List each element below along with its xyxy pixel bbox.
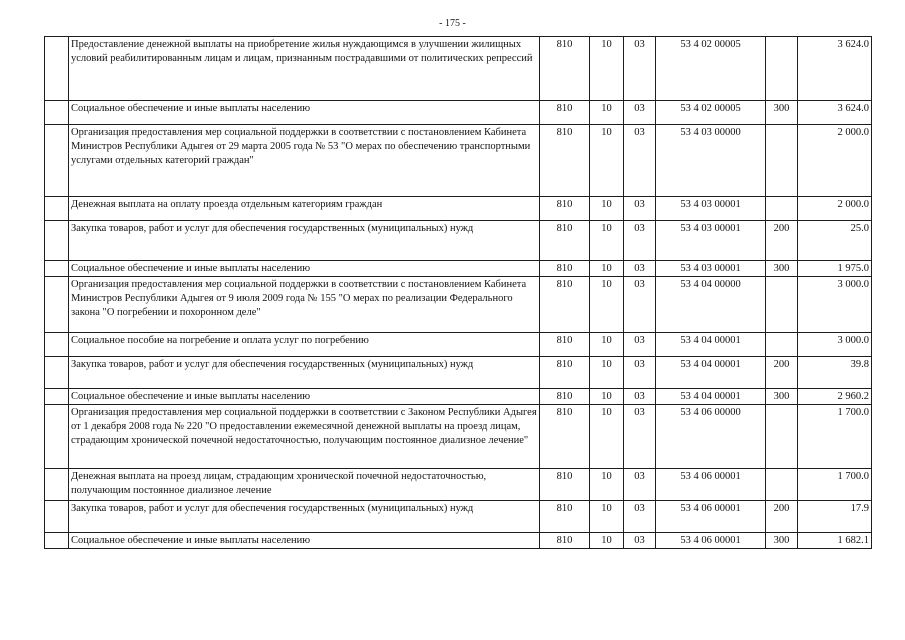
page-number: - 175 - xyxy=(439,18,466,29)
row-name-cell: Денежная выплата на проезд лицам, страдающим хронической почечной недостаточностью, получающим постоянное диализное лечение xyxy=(69,469,540,501)
section-code-cell: 10 xyxy=(590,533,624,549)
target-article-cell: 53 4 06 00001 xyxy=(656,533,766,549)
section-code-cell: 10 xyxy=(590,101,624,125)
ministry-code-cell: 810 xyxy=(540,533,590,549)
budget-table xyxy=(44,36,872,549)
row-name-cell: Социальное обеспечение и иные выплаты населению xyxy=(69,389,540,405)
row-number-cell xyxy=(45,333,69,357)
row-number-cell xyxy=(45,261,69,277)
row-number-cell xyxy=(45,389,69,405)
ministry-code-cell: 810 xyxy=(540,261,590,277)
target-article-cell: 53 4 03 00000 xyxy=(656,125,766,197)
expense-type-cell: 200 xyxy=(766,501,798,533)
amount-cell: 3 624.0 xyxy=(798,37,872,101)
section-code-cell: 10 xyxy=(590,405,624,469)
row-number-cell xyxy=(45,125,69,197)
table-row xyxy=(45,533,872,549)
table-row xyxy=(45,333,872,357)
target-article-cell: 53 4 06 00001 xyxy=(656,501,766,533)
table-row xyxy=(45,197,872,221)
row-name-cell: Социальное пособие на погребение и оплата услуг по погребению xyxy=(69,333,540,357)
target-article-cell: 53 4 02 00005 xyxy=(656,37,766,101)
expense-type-cell: 300 xyxy=(766,533,798,549)
table-row xyxy=(45,101,872,125)
expense-type-cell xyxy=(766,469,798,501)
ministry-code-cell: 810 xyxy=(540,333,590,357)
table-row xyxy=(45,37,872,101)
table-row xyxy=(45,389,872,405)
subsection-code-cell: 03 xyxy=(624,221,656,261)
expense-type-cell: 300 xyxy=(766,101,798,125)
subsection-code-cell: 03 xyxy=(624,261,656,277)
section-code-cell: 10 xyxy=(590,125,624,197)
amount-cell: 17.9 xyxy=(798,501,872,533)
expense-type-cell xyxy=(766,277,798,333)
amount-cell: 2 000.0 xyxy=(798,197,872,221)
ministry-code-cell: 810 xyxy=(540,469,590,501)
table-row xyxy=(45,277,872,333)
subsection-code-cell: 03 xyxy=(624,197,656,221)
expense-type-cell: 300 xyxy=(766,261,798,277)
table-row xyxy=(45,261,872,277)
subsection-code-cell: 03 xyxy=(624,125,656,197)
target-article-cell: 53 4 03 00001 xyxy=(656,221,766,261)
target-article-cell: 53 4 04 00000 xyxy=(656,277,766,333)
row-number-cell xyxy=(45,277,69,333)
section-code-cell: 10 xyxy=(590,501,624,533)
expense-type-cell: 300 xyxy=(766,389,798,405)
section-code-cell: 10 xyxy=(590,37,624,101)
expense-type-cell xyxy=(766,405,798,469)
subsection-code-cell: 03 xyxy=(624,101,656,125)
table-row xyxy=(45,405,872,469)
amount-cell: 2 000.0 xyxy=(798,125,872,197)
row-number-cell xyxy=(45,221,69,261)
section-code-cell: 10 xyxy=(590,261,624,277)
expense-type-cell: 200 xyxy=(766,357,798,389)
table-row xyxy=(45,469,872,501)
subsection-code-cell: 03 xyxy=(624,277,656,333)
target-article-cell: 53 4 04 00001 xyxy=(656,389,766,405)
row-number-cell xyxy=(45,357,69,389)
row-name-cell: Закупка товаров, работ и услуг для обеспечения государственных (муниципальных) нужд xyxy=(69,357,540,389)
target-article-cell: 53 4 06 00001 xyxy=(656,469,766,501)
subsection-code-cell: 03 xyxy=(624,405,656,469)
table-row xyxy=(45,357,872,389)
row-name-cell: Закупка товаров, работ и услуг для обеспечения государственных (муниципальных) нужд xyxy=(69,501,540,533)
ministry-code-cell: 810 xyxy=(540,37,590,101)
section-code-cell: 10 xyxy=(590,277,624,333)
ministry-code-cell: 810 xyxy=(540,501,590,533)
expense-type-cell xyxy=(766,333,798,357)
amount-cell: 1 700.0 xyxy=(798,469,872,501)
amount-cell: 39.8 xyxy=(798,357,872,389)
table-row xyxy=(45,125,872,197)
ministry-code-cell: 810 xyxy=(540,125,590,197)
subsection-code-cell: 03 xyxy=(624,533,656,549)
ministry-code-cell: 810 xyxy=(540,405,590,469)
subsection-code-cell: 03 xyxy=(624,357,656,389)
row-number-cell xyxy=(45,405,69,469)
target-article-cell: 53 4 04 00001 xyxy=(656,357,766,389)
section-code-cell: 10 xyxy=(590,221,624,261)
table-row xyxy=(45,221,872,261)
amount-cell: 1 700.0 xyxy=(798,405,872,469)
amount-cell: 2 960.2 xyxy=(798,389,872,405)
subsection-code-cell: 03 xyxy=(624,469,656,501)
row-name-cell: Денежная выплата на оплату проезда отдельным категориям граждан xyxy=(69,197,540,221)
row-name-cell: Социальное обеспечение и иные выплаты населению xyxy=(69,261,540,277)
amount-cell: 1 975.0 xyxy=(798,261,872,277)
row-number-cell xyxy=(45,101,69,125)
amount-cell: 3 000.0 xyxy=(798,333,872,357)
ministry-code-cell: 810 xyxy=(540,277,590,333)
row-name-cell: Организация предоставления мер социальной поддержки в соответствии с постановлением Кабинета Министров Республики Адыгея от 29 марта 2005 года № 53 "О мерах по обеспечению транспортными услугами отдельных категорий граждан" xyxy=(69,125,540,197)
amount-cell: 3 624.0 xyxy=(798,101,872,125)
section-code-cell: 10 xyxy=(590,389,624,405)
amount-cell: 1 682.1 xyxy=(798,533,872,549)
target-article-cell: 53 4 03 00001 xyxy=(656,261,766,277)
section-code-cell: 10 xyxy=(590,357,624,389)
target-article-cell: 53 4 04 00001 xyxy=(656,333,766,357)
subsection-code-cell: 03 xyxy=(624,333,656,357)
row-name-cell: Организация предоставления мер социальной поддержки в соответствии с Законом Республики Адыгея от 1 декабря 2008 года № 220 "О предоставлении ежемесячной денежной выплаты на проезд лицам, страдающим хронической почечной недостаточностью, получающим постоянное диализное лечение" xyxy=(69,405,540,469)
expense-type-cell xyxy=(766,125,798,197)
row-number-cell xyxy=(45,197,69,221)
expense-type-cell xyxy=(766,197,798,221)
row-number-cell xyxy=(45,533,69,549)
subsection-code-cell: 03 xyxy=(624,37,656,101)
row-number-cell xyxy=(45,37,69,101)
ministry-code-cell: 810 xyxy=(540,197,590,221)
row-name-cell: Организация предоставления мер социальной поддержки в соответствии с постановлением Кабинета Министров Республики Адыгея от 9 июля 2009 года № 155 "О мерах по реализации Федерального закона "О погребении и похоронном деле" xyxy=(69,277,540,333)
row-name-cell: Социальное обеспечение и иные выплаты населению xyxy=(69,533,540,549)
ministry-code-cell: 810 xyxy=(540,389,590,405)
row-name-cell: Предоставление денежной выплаты на приобретение жилья нуждающимся в улучшении жилищных условий реабилитированным лицам и лицам, признанным пострадавшими от политических репрессий xyxy=(69,37,540,101)
target-article-cell: 53 4 03 00001 xyxy=(656,197,766,221)
subsection-code-cell: 03 xyxy=(624,501,656,533)
row-number-cell xyxy=(45,469,69,501)
row-name-cell: Социальное обеспечение и иные выплаты населению xyxy=(69,101,540,125)
section-code-cell: 10 xyxy=(590,469,624,501)
section-code-cell: 10 xyxy=(590,333,624,357)
table-row xyxy=(45,501,872,533)
subsection-code-cell: 03 xyxy=(624,389,656,405)
section-code-cell: 10 xyxy=(590,197,624,221)
target-article-cell: 53 4 02 00005 xyxy=(656,101,766,125)
row-number-cell xyxy=(45,501,69,533)
ministry-code-cell: 810 xyxy=(540,101,590,125)
ministry-code-cell: 810 xyxy=(540,221,590,261)
row-name-cell: Закупка товаров, работ и услуг для обеспечения государственных (муниципальных) нужд xyxy=(69,221,540,261)
amount-cell: 25.0 xyxy=(798,221,872,261)
ministry-code-cell: 810 xyxy=(540,357,590,389)
expense-type-cell xyxy=(766,37,798,101)
target-article-cell: 53 4 06 00000 xyxy=(656,405,766,469)
budget-table-body xyxy=(45,37,872,549)
expense-type-cell: 200 xyxy=(766,221,798,261)
amount-cell: 3 000.0 xyxy=(798,277,872,333)
